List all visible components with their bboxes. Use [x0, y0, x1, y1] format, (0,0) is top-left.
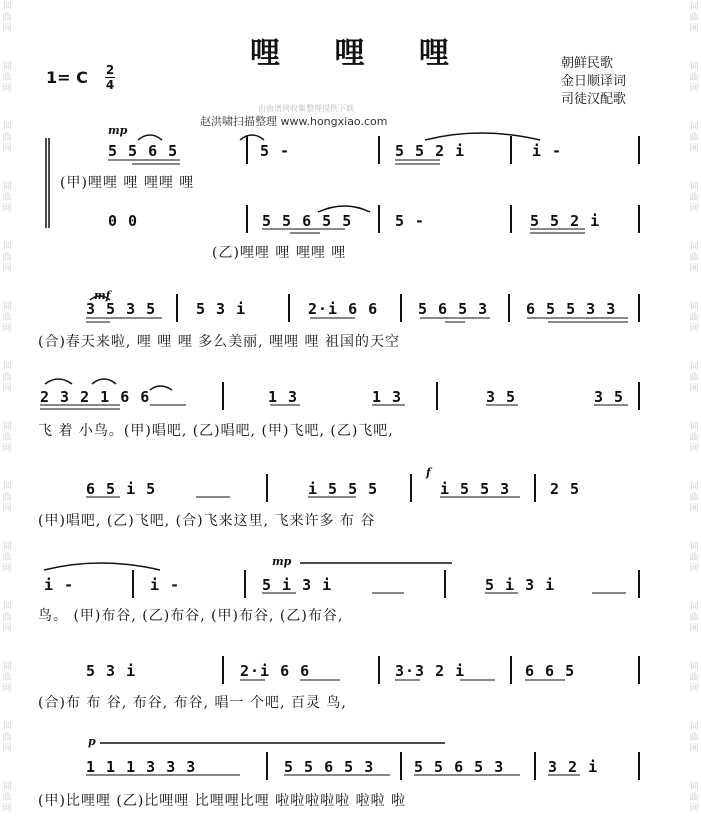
bar-line — [638, 294, 640, 322]
measure-notes: 5 5 2 i — [530, 212, 601, 230]
measure-notes: 6 5 i 5 — [86, 480, 157, 498]
bar-line — [266, 752, 268, 780]
side-watermark-text: 词曲网 — [689, 482, 699, 514]
bar-line — [266, 474, 268, 502]
credit-arranger: 司徒汉配歌 — [561, 92, 627, 107]
measure-notes: 6 6 5 — [525, 662, 576, 680]
lyric-line: (甲)唱吧, (乙)飞吧, (合)飞来这里, 飞来许多 布 谷 — [38, 513, 376, 529]
side-watermark-text: 词曲网 — [2, 662, 12, 694]
bar-line — [132, 570, 134, 598]
side-watermark-text: 词曲网 — [689, 662, 699, 694]
measure-notes: 5 - — [260, 142, 291, 160]
measure-notes: 5 3 i — [86, 662, 137, 680]
side-watermark-text: 词曲网 — [689, 122, 699, 154]
lyric-line: 飞 着 小鸟。(甲)唱吧, (乙)唱吧, (甲)飞吧, (乙)飞吧, — [38, 423, 394, 439]
lyric-line: 鸟。 (甲)布谷, (乙)布谷, (甲)布谷, (乙)布谷, — [38, 608, 344, 624]
bar-line — [534, 752, 536, 780]
side-watermark-text: 词曲网 — [2, 482, 12, 514]
measure-notes: 5 5 6 5 3 — [414, 758, 505, 776]
side-watermark-text: 词曲网 — [689, 602, 699, 634]
bar-line — [400, 752, 402, 780]
side-watermark-text: 词曲网 — [689, 782, 699, 814]
measure-notes: 1 1 1 3 3 3 — [86, 758, 197, 776]
measure-notes: 5 - — [395, 212, 426, 230]
credit-origin: 朝鲜民歌 — [561, 56, 614, 71]
bar-line — [638, 570, 640, 598]
dynamic-mark: p — [88, 735, 96, 748]
measure-notes: 1 3 — [372, 388, 403, 406]
dynamic-mark: f — [426, 466, 431, 479]
side-watermark-text: 词曲网 — [689, 302, 699, 334]
measure-notes: 5 5 6 5 5 — [262, 212, 353, 230]
lyric-line: (乙)哩哩 哩 哩哩 哩 — [212, 245, 347, 261]
lyric-line: (合)布 布 谷, 布谷, 布谷, 唱一 个吧, 百灵 鸟, — [38, 695, 347, 711]
side-watermark-text: 词曲网 — [689, 362, 699, 394]
lyric-line: (合)春天来啦, 哩 哩 哩 多么美丽, 哩哩 哩 祖国的天空 — [38, 334, 400, 350]
bar-line — [638, 205, 640, 233]
measure-notes: 5 5 2 i — [395, 142, 466, 160]
bar-line — [444, 570, 446, 598]
bar-line — [436, 382, 438, 410]
bar-line — [222, 382, 224, 410]
side-watermark-text: 词曲网 — [2, 722, 12, 754]
measure-notes: 5 5 6 5 — [108, 142, 179, 160]
bar-line — [638, 752, 640, 780]
bar-line — [176, 294, 178, 322]
side-watermark-text: 词曲网 — [2, 62, 12, 94]
side-watermark-text: 词曲网 — [2, 242, 12, 274]
side-watermark-text: 词曲网 — [2, 602, 12, 634]
time-signature-top: 2 — [105, 63, 115, 77]
side-watermark-text: 词曲网 — [689, 62, 699, 94]
bar-line — [510, 656, 512, 684]
bar-line — [510, 136, 512, 164]
measure-notes: 5 6 5 3 — [418, 300, 489, 318]
bar-line — [508, 294, 510, 322]
measure-notes: 2 5 — [550, 480, 581, 498]
measure-notes: i 5 5 3 — [440, 480, 511, 498]
measure-notes: 2·i 6 6 — [240, 662, 311, 680]
scan-note: 赵洪啸扫描整理 www.hongxiao.com — [200, 115, 388, 128]
side-watermark-text: 词曲网 — [2, 2, 12, 34]
measure-notes: 3 5 — [594, 388, 625, 406]
bar-line — [378, 656, 380, 684]
measure-notes: 6 5 5 3 3 — [526, 300, 617, 318]
side-watermark-text: 词曲网 — [689, 722, 699, 754]
bar-line — [378, 205, 380, 233]
side-watermark-text: 词曲网 — [2, 362, 12, 394]
bar-line — [246, 205, 248, 233]
side-watermark-text: 词曲网 — [689, 182, 699, 214]
measure-notes: 3 5 3 5 — [86, 300, 157, 318]
bar-line — [400, 294, 402, 322]
side-watermark-text: 词曲网 — [2, 782, 12, 814]
side-watermark-text: 词曲网 — [2, 542, 12, 574]
bar-line — [288, 294, 290, 322]
measure-notes: 5 5 6 5 3 — [284, 758, 375, 776]
lyric-line: (甲)哩哩 哩 哩哩 哩 — [60, 175, 195, 191]
side-watermark-text: 词曲网 — [689, 542, 699, 574]
measure-notes: i - — [532, 142, 563, 160]
measure-notes: 3 2 i — [548, 758, 599, 776]
bar-line — [244, 570, 246, 598]
bar-line — [222, 656, 224, 684]
song-title: 哩 哩 哩 — [250, 36, 471, 71]
bar-line — [534, 474, 536, 502]
measure-notes: 2 3 2 1 6 6 — [40, 388, 151, 406]
measure-notes: i - — [150, 576, 181, 594]
measure-notes: 3·3 2 i — [395, 662, 466, 680]
dynamic-mark: mp — [108, 124, 128, 137]
bar-line — [638, 656, 640, 684]
bar-line — [410, 474, 412, 502]
side-watermark-text: 词曲网 — [689, 2, 699, 34]
bar-line — [246, 136, 248, 164]
bar-line — [378, 136, 380, 164]
side-watermark-text: 词曲网 — [2, 122, 12, 154]
side-watermark-text: 词曲网 — [2, 422, 12, 454]
credit-translator: 金日顺译词 — [561, 74, 627, 89]
measure-notes: i - — [44, 576, 75, 594]
bar-line — [510, 205, 512, 233]
side-watermark-text: 词曲网 — [2, 302, 12, 334]
bar-line — [638, 136, 640, 164]
side-watermark-text: 词曲网 — [689, 242, 699, 274]
side-watermark-text: 词曲网 — [689, 422, 699, 454]
lyric-line: (甲)比哩哩 (乙)比哩哩 比哩哩比哩 啦啦啦啦啦 啦啦 啦 — [38, 793, 407, 809]
measure-notes: 2·i 6 6 — [308, 300, 379, 318]
measure-notes: 5 i 3 i — [485, 576, 556, 594]
dynamic-mark: mf — [94, 289, 111, 302]
measure-notes: 1 3 — [268, 388, 299, 406]
time-signature-bottom: 4 — [105, 78, 115, 92]
side-watermark-text: 词曲网 — [2, 182, 12, 214]
measure-notes: i 5 5 5 — [308, 480, 379, 498]
bar-line — [638, 382, 640, 410]
measure-notes: 5 i 3 i — [262, 576, 333, 594]
measure-notes: 3 5 — [486, 388, 517, 406]
scan-note-faint: 由曲谱网收集整理提供下载 — [258, 104, 354, 113]
measure-notes: 0 0 — [108, 212, 139, 230]
key-signature: 1= C — [46, 68, 88, 87]
dynamic-mark: mp — [272, 555, 292, 568]
measure-notes: 5 3 i — [196, 300, 247, 318]
